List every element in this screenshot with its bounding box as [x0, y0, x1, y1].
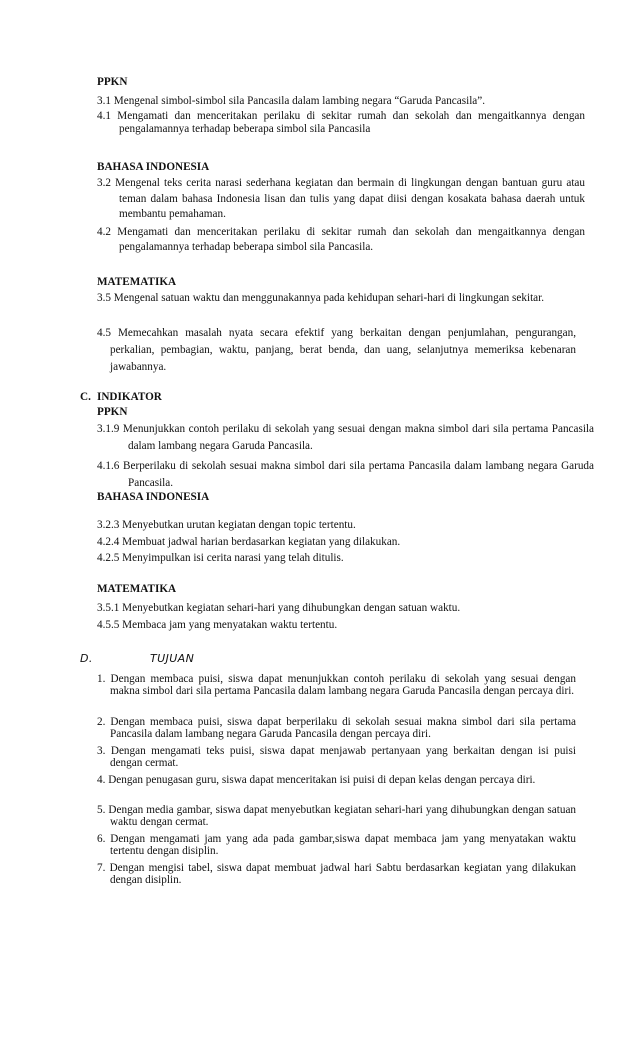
kd-item: 3.1 Mengenal simbol-simbol sila Pancasila dalam lambing negara “Garuda Pancasila”.	[97, 95, 486, 107]
section-label-c: C.	[80, 391, 91, 403]
section-label-d: D.	[80, 652, 93, 665]
kd-item: 3.5 Mengenal satuan waktu dan menggunakannya pada kehidupan sehari-hari di lingkungan sekitar.	[97, 292, 545, 304]
indikator-item: 3.2.3 Menyebutkan urutan kegiatan dengan topic tertentu.	[97, 519, 356, 531]
section-title-tujuan: TUJUAN	[150, 652, 195, 665]
indikator-item: 3.5.1 Menyebutkan kegiatan sehari-hari yang dihubungkan dengan satuan waktu.	[97, 602, 461, 614]
indikator-item: 3.1.9 Menunjukkan contoh perilaku di sekolah yang sesuai dengan makna simbol dari sila pertama Pancasila dalam lambang negara Garuda Pancasila.	[97, 423, 594, 453]
section-heading-bahasa: BAHASA INDONESIA	[97, 161, 210, 173]
tujuan-item: 2. Dengan membaca puisi, siswa dapat berperilaku di sekolah sesuai makna simbol dari sila pertama Pancasila dalam lambang negara Garuda Pancasila dengan percaya diri.	[97, 716, 576, 741]
kd-item: 3.2 Mengenal teks cerita narasi sederhana kegiatan dan bermain di lingkungan dengan bantuan guru atau teman dalam bahasa Indonesia lisan dan tulis yang dapat diisi dengan kosakata bahasa daerah untuk membantu pemahaman.	[97, 177, 585, 221]
section-title-indikator: INDIKATOR	[97, 391, 162, 403]
tujuan-item: 1. Dengan membaca puisi, siswa dapat menunjukkan contoh perilaku di sekolah yang sesuai dengan makna simbol dari sila pertama Pancasila dalam lambang negara Garuda Pancasila dengan percaya diri.	[97, 673, 576, 698]
indikator-heading-bahasa: BAHASA INDONESIA	[97, 491, 210, 503]
indikator-item: 4.2.5 Menyimpulkan isi cerita narasi yang telah ditulis.	[97, 552, 344, 564]
indikator-item: 4.5.5 Membaca jam yang menyatakan waktu tertentu.	[97, 619, 338, 631]
indikator-heading-ppkn: PPKN	[97, 406, 128, 418]
tujuan-item: 3. Dengan mengamati teks puisi, siswa dapat menjawab pertanyaan yang berkaitan dengan isi puisi dengan cermat.	[97, 745, 576, 770]
section-heading-matematika: MATEMATIKA	[97, 276, 177, 288]
tujuan-item: 7. Dengan mengisi tabel, siswa dapat membuat jadwal hari Sabtu berdasarkan kegiatan yang dilakukan dengan disiplin.	[97, 862, 576, 887]
tujuan-item: 4. Dengan penugasan guru, siswa dapat menceritakan isi puisi di depan kelas dengan percaya diri.	[97, 774, 536, 786]
indikator-item: 4.2.4 Membuat jadwal harian berdasarkan kegiatan yang dilakukan.	[97, 536, 401, 548]
kd-item: 4.1 Mengamati dan menceritakan perilaku di sekitar rumah dan sekolah dan mengaitkannya dengan pengalamannya terhadap beberapa simbol sila Pancasila	[97, 110, 585, 136]
kd-item: 4.5 Memecahkan masalah nyata secara efektif yang berkaitan dengan penjumlahan, pengurangan, perkalian, pembagian, waktu, panjang, berat benda, dan uang, selanjutnya memeriksa kebenaran jawabannya.	[97, 327, 576, 373]
tujuan-item: 6. Dengan mengamati jam yang ada pada gambar,siswa dapat membaca jam yang menyatakan waktu tertentu dengan disiplin.	[97, 833, 576, 858]
indikator-item: 4.1.6 Berperilaku di sekolah sesuai makna simbol dari sila pertama Pancasila dalam lambang negara Garuda Pancasila.	[97, 460, 594, 490]
indikator-heading-matematika: MATEMATIKA	[97, 583, 177, 595]
tujuan-item: 5. Dengan media gambar, siswa dapat menyebutkan kegiatan sehari-hari yang dihubungkan dengan satuan waktu dengan cermat.	[97, 804, 576, 829]
kd-item: 4.2 Mengamati dan menceritakan perilaku di sekitar rumah dan sekolah dan mengaitkannya dengan pengalamannya terhadap beberapa simbol sila Pancasila.	[97, 226, 585, 253]
section-heading-ppkn: PPKN	[97, 76, 128, 88]
